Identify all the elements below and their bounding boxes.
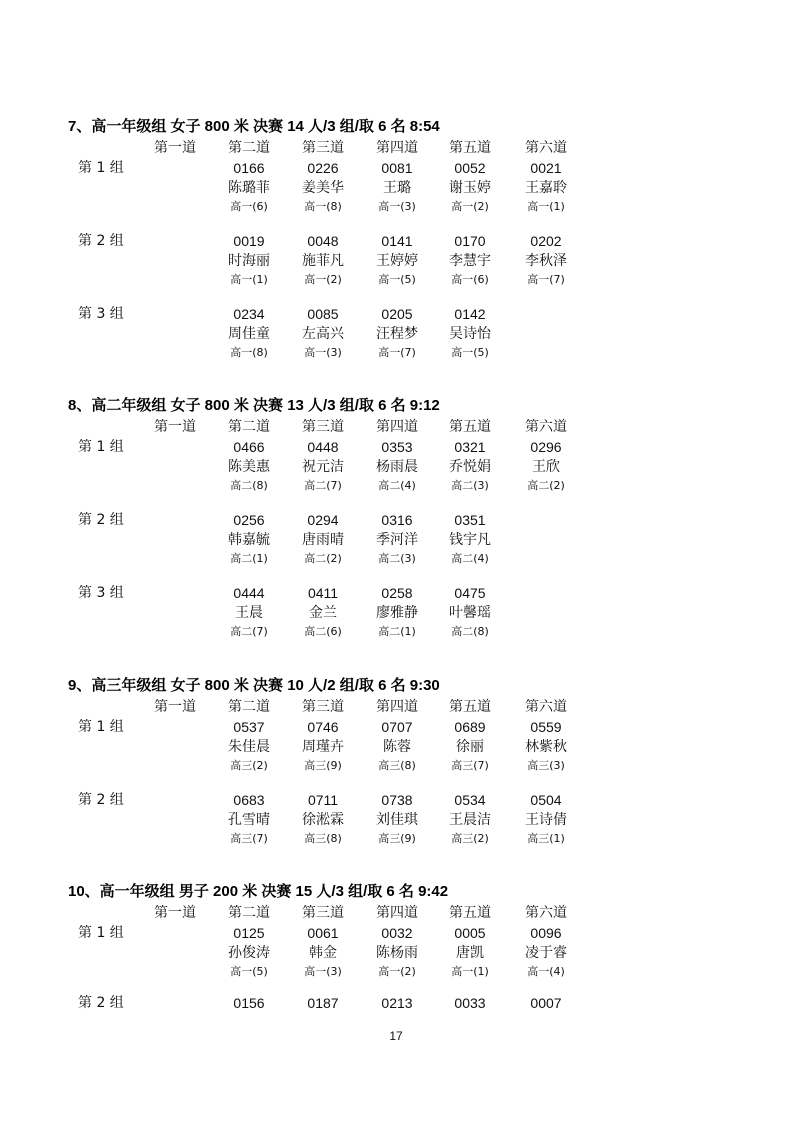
class-label: 高三(9) xyxy=(378,832,416,845)
athlete-name: 王欣 xyxy=(532,459,560,475)
class-label: 高三(9) xyxy=(304,759,342,772)
bib-number: 0081 xyxy=(381,160,413,176)
lane-header: 第三道 xyxy=(302,419,344,435)
class-label: 高二(4) xyxy=(451,552,489,565)
class-label: 高一(7) xyxy=(527,273,565,286)
bib-number: 0019 xyxy=(233,233,265,249)
entry xyxy=(209,231,289,289)
athlete-name: 孙俊涛 xyxy=(228,945,270,961)
class-label: 高三(1) xyxy=(527,832,565,845)
athlete-name: 廖雅静 xyxy=(376,605,418,621)
entry xyxy=(357,231,437,289)
bib-number: 0448 xyxy=(307,439,339,455)
bib-number: 0141 xyxy=(381,233,413,249)
entry xyxy=(430,583,510,641)
group-label: 第 2 组 xyxy=(78,792,124,808)
athlete-name: 唐凯 xyxy=(456,945,484,961)
entry xyxy=(430,923,510,981)
athlete-name: 谢玉婷 xyxy=(449,180,491,196)
entry xyxy=(283,437,363,495)
class-label: 高三(8) xyxy=(378,759,416,772)
entry xyxy=(209,583,289,641)
bib-number: 0294 xyxy=(307,512,339,528)
heat-group xyxy=(0,437,793,497)
bib-number: 0166 xyxy=(233,160,265,176)
athlete-name: 钱宇凡 xyxy=(449,532,491,548)
bib-number: 0534 xyxy=(454,792,486,808)
lane-header: 第六道 xyxy=(525,699,567,715)
lane-header: 第六道 xyxy=(525,419,567,435)
lane-header-row xyxy=(0,903,793,923)
class-label: 高三(3) xyxy=(527,759,565,772)
lane-header: 第一道 xyxy=(154,140,196,156)
athlete-name: 季河洋 xyxy=(376,532,418,548)
heat-group xyxy=(0,993,793,1053)
lane-header: 第四道 xyxy=(376,905,418,921)
class-label: 高一(2) xyxy=(304,273,342,286)
entry xyxy=(506,158,586,216)
class-label: 高一(6) xyxy=(451,273,489,286)
athlete-name: 徐丽 xyxy=(456,739,484,755)
lane-header: 第四道 xyxy=(376,419,418,435)
athlete-name: 金兰 xyxy=(309,605,337,621)
athlete-name: 汪程梦 xyxy=(376,326,418,342)
entry xyxy=(357,583,437,641)
athlete-name: 乔悦娟 xyxy=(449,459,491,475)
athlete-name: 王婷婷 xyxy=(376,253,418,269)
entry xyxy=(283,583,363,641)
lane-header: 第一道 xyxy=(154,419,196,435)
athlete-name: 吴诗怡 xyxy=(449,326,491,342)
bib-number: 0125 xyxy=(233,925,265,941)
athlete-name: 陈美惠 xyxy=(228,459,270,475)
athlete-name: 周佳童 xyxy=(228,326,270,342)
bib-number: 0213 xyxy=(381,995,413,1011)
class-label: 高一(8) xyxy=(304,200,342,213)
class-label: 高二(8) xyxy=(451,625,489,638)
class-label: 高二(6) xyxy=(304,625,342,638)
lane-header: 第二道 xyxy=(228,905,270,921)
heat-group xyxy=(0,304,793,364)
class-label: 高二(1) xyxy=(378,625,416,638)
class-label: 高二(2) xyxy=(304,552,342,565)
athlete-name: 王晨 xyxy=(235,605,263,621)
bib-number: 0156 xyxy=(233,995,265,1011)
bib-number: 0007 xyxy=(530,995,562,1011)
bib-number: 0202 xyxy=(530,233,562,249)
bib-number: 0746 xyxy=(307,719,339,735)
bib-number: 0085 xyxy=(307,306,339,322)
group-label: 第 1 组 xyxy=(78,439,124,455)
lane-header: 第五道 xyxy=(449,419,491,435)
athlete-name: 李慧宇 xyxy=(449,253,491,269)
bib-number: 0683 xyxy=(233,792,265,808)
event-title: 10、高一年级组 男子 200 米 决赛 15 人/3 组/取 6 名 9:42 xyxy=(68,883,449,900)
bib-number: 0032 xyxy=(381,925,413,941)
page-number: 17 xyxy=(389,1029,403,1043)
entry xyxy=(209,437,289,495)
class-label: 高二(1) xyxy=(230,552,268,565)
class-label: 高一(8) xyxy=(230,346,268,359)
lane-header: 第三道 xyxy=(302,140,344,156)
entry xyxy=(209,304,289,362)
bib-number: 0466 xyxy=(233,439,265,455)
entry xyxy=(430,304,510,362)
bib-number: 0033 xyxy=(454,995,486,1011)
lane-header: 第五道 xyxy=(449,905,491,921)
entry xyxy=(357,923,437,981)
lane-header: 第二道 xyxy=(228,140,270,156)
athlete-name: 刘佳琪 xyxy=(376,812,418,828)
class-label: 高二(7) xyxy=(230,625,268,638)
athlete-name: 唐雨晴 xyxy=(302,532,344,548)
entry xyxy=(283,158,363,216)
heat-group xyxy=(0,510,793,570)
heat-group xyxy=(0,790,793,850)
entry xyxy=(430,231,510,289)
athlete-name: 凌于睿 xyxy=(525,945,567,961)
lane-header-row xyxy=(0,138,793,158)
bib-number: 0256 xyxy=(233,512,265,528)
class-label: 高一(1) xyxy=(527,200,565,213)
athlete-name: 孔雪晴 xyxy=(228,812,270,828)
lane-header-row xyxy=(0,417,793,437)
entry xyxy=(430,510,510,568)
lane-header: 第四道 xyxy=(376,699,418,715)
bib-number: 0296 xyxy=(530,439,562,455)
class-label: 高三(7) xyxy=(230,832,268,845)
entry xyxy=(506,993,586,1013)
group-label: 第 2 组 xyxy=(78,995,124,1011)
athlete-name: 陈璐菲 xyxy=(228,180,270,196)
entry xyxy=(357,304,437,362)
bib-number: 0226 xyxy=(307,160,339,176)
lane-header: 第四道 xyxy=(376,140,418,156)
athlete-name: 姜美华 xyxy=(302,180,344,196)
entry xyxy=(506,923,586,981)
bib-number: 0738 xyxy=(381,792,413,808)
class-label: 高一(6) xyxy=(230,200,268,213)
group-label: 第 1 组 xyxy=(78,160,124,176)
bib-number: 0411 xyxy=(307,585,339,601)
entry xyxy=(209,717,289,775)
bib-number: 0444 xyxy=(233,585,265,601)
athlete-name: 林紫秋 xyxy=(525,739,567,755)
class-label: 高二(4) xyxy=(378,479,416,492)
heat-group xyxy=(0,231,793,291)
athlete-name: 徐淞霖 xyxy=(302,812,344,828)
athlete-name: 叶馨瑶 xyxy=(449,605,491,621)
lane-header: 第五道 xyxy=(449,699,491,715)
group-label: 第 3 组 xyxy=(78,306,124,322)
bib-number: 0711 xyxy=(307,792,339,808)
bib-number: 0142 xyxy=(454,306,486,322)
athlete-name: 王晨洁 xyxy=(449,812,491,828)
class-label: 高二(2) xyxy=(527,479,565,492)
class-label: 高一(3) xyxy=(378,200,416,213)
event-title: 8、高二年级组 女子 800 米 决赛 13 人/3 组/取 6 名 9:12 xyxy=(68,397,440,414)
class-label: 高一(3) xyxy=(304,965,342,978)
class-label: 高二(3) xyxy=(378,552,416,565)
athlete-name: 时海丽 xyxy=(228,253,270,269)
bib-number: 0707 xyxy=(381,719,413,735)
lane-header: 第二道 xyxy=(228,699,270,715)
bib-number: 0689 xyxy=(454,719,486,735)
athlete-name: 周瑾卉 xyxy=(302,739,344,755)
lane-header: 第六道 xyxy=(525,905,567,921)
bib-number: 0096 xyxy=(530,925,562,941)
athlete-name: 施菲凡 xyxy=(302,253,344,269)
entry xyxy=(506,231,586,289)
athlete-name: 朱佳晨 xyxy=(228,739,270,755)
bib-number: 0205 xyxy=(381,306,413,322)
class-label: 高一(5) xyxy=(378,273,416,286)
group-label: 第 2 组 xyxy=(78,233,124,249)
lane-header: 第五道 xyxy=(449,140,491,156)
class-label: 高三(8) xyxy=(304,832,342,845)
bib-number: 0537 xyxy=(233,719,265,735)
class-label: 高一(2) xyxy=(451,200,489,213)
class-label: 高一(3) xyxy=(304,346,342,359)
athlete-name: 李秋泽 xyxy=(525,253,567,269)
event-title: 7、高一年级组 女子 800 米 决赛 14 人/3 组/取 6 名 8:54 xyxy=(68,118,440,135)
entry xyxy=(506,717,586,775)
class-label: 高一(4) xyxy=(527,965,565,978)
bib-number: 0321 xyxy=(454,439,486,455)
entry xyxy=(283,923,363,981)
entry xyxy=(283,717,363,775)
group-label: 第 1 组 xyxy=(78,925,124,941)
bib-number: 0559 xyxy=(530,719,562,735)
heat-group xyxy=(0,158,793,218)
class-label: 高一(5) xyxy=(230,965,268,978)
entry xyxy=(283,790,363,848)
bib-number: 0170 xyxy=(454,233,486,249)
group-label: 第 1 组 xyxy=(78,719,124,735)
class-label: 高二(7) xyxy=(304,479,342,492)
entry xyxy=(209,510,289,568)
entry xyxy=(506,437,586,495)
class-label: 高二(8) xyxy=(230,479,268,492)
entry xyxy=(430,158,510,216)
entry xyxy=(357,510,437,568)
entry xyxy=(209,158,289,216)
entry xyxy=(506,790,586,848)
class-label: 高一(5) xyxy=(451,346,489,359)
bib-number: 0061 xyxy=(307,925,339,941)
entry xyxy=(357,158,437,216)
entry xyxy=(430,717,510,775)
bib-number: 0353 xyxy=(381,439,413,455)
athlete-name: 韩金 xyxy=(309,945,337,961)
entry xyxy=(283,510,363,568)
athlete-name: 王璐 xyxy=(383,180,411,196)
heat-group xyxy=(0,923,793,983)
entry xyxy=(430,993,510,1013)
entry xyxy=(283,231,363,289)
bib-number: 0504 xyxy=(530,792,562,808)
bib-number: 0048 xyxy=(307,233,339,249)
lane-header-row xyxy=(0,697,793,717)
entry xyxy=(283,993,363,1013)
class-label: 高三(2) xyxy=(230,759,268,772)
athlete-name: 韩嘉毓 xyxy=(228,532,270,548)
heat-group xyxy=(0,583,793,643)
athlete-name: 王诗倩 xyxy=(525,812,567,828)
class-label: 高一(2) xyxy=(378,965,416,978)
entry xyxy=(209,923,289,981)
entry xyxy=(209,790,289,848)
athlete-name: 杨雨晨 xyxy=(376,459,418,475)
bib-number: 0316 xyxy=(381,512,413,528)
class-label: 高一(7) xyxy=(378,346,416,359)
bib-number: 0258 xyxy=(381,585,413,601)
lane-header: 第二道 xyxy=(228,419,270,435)
athlete-name: 祝元洁 xyxy=(302,459,344,475)
heat-group xyxy=(0,717,793,777)
entry xyxy=(357,717,437,775)
bib-number: 0021 xyxy=(530,160,562,176)
bib-number: 0475 xyxy=(454,585,486,601)
athlete-name: 陈杨雨 xyxy=(376,945,418,961)
group-label: 第 3 组 xyxy=(78,585,124,601)
bib-number: 0005 xyxy=(454,925,486,941)
entry xyxy=(430,790,510,848)
lane-header: 第三道 xyxy=(302,905,344,921)
lane-header: 第六道 xyxy=(525,140,567,156)
class-label: 高一(1) xyxy=(230,273,268,286)
entry xyxy=(283,304,363,362)
group-label: 第 2 组 xyxy=(78,512,124,528)
lane-header: 第一道 xyxy=(154,905,196,921)
event-title: 9、高三年级组 女子 800 米 决赛 10 人/2 组/取 6 名 9:30 xyxy=(68,677,440,694)
lane-header: 第三道 xyxy=(302,699,344,715)
entry xyxy=(357,993,437,1013)
class-label: 高一(1) xyxy=(451,965,489,978)
athlete-name: 王嘉聆 xyxy=(525,180,567,196)
entry xyxy=(357,790,437,848)
athlete-name: 陈蓉 xyxy=(383,739,411,755)
bib-number: 0052 xyxy=(454,160,486,176)
lane-header: 第一道 xyxy=(154,699,196,715)
bib-number: 0234 xyxy=(233,306,265,322)
entry xyxy=(430,437,510,495)
entry xyxy=(209,993,289,1013)
class-label: 高二(3) xyxy=(451,479,489,492)
entry xyxy=(357,437,437,495)
class-label: 高三(7) xyxy=(451,759,489,772)
bib-number: 0187 xyxy=(307,995,339,1011)
bib-number: 0351 xyxy=(454,512,486,528)
class-label: 高三(2) xyxy=(451,832,489,845)
athlete-name: 左高兴 xyxy=(302,326,344,342)
